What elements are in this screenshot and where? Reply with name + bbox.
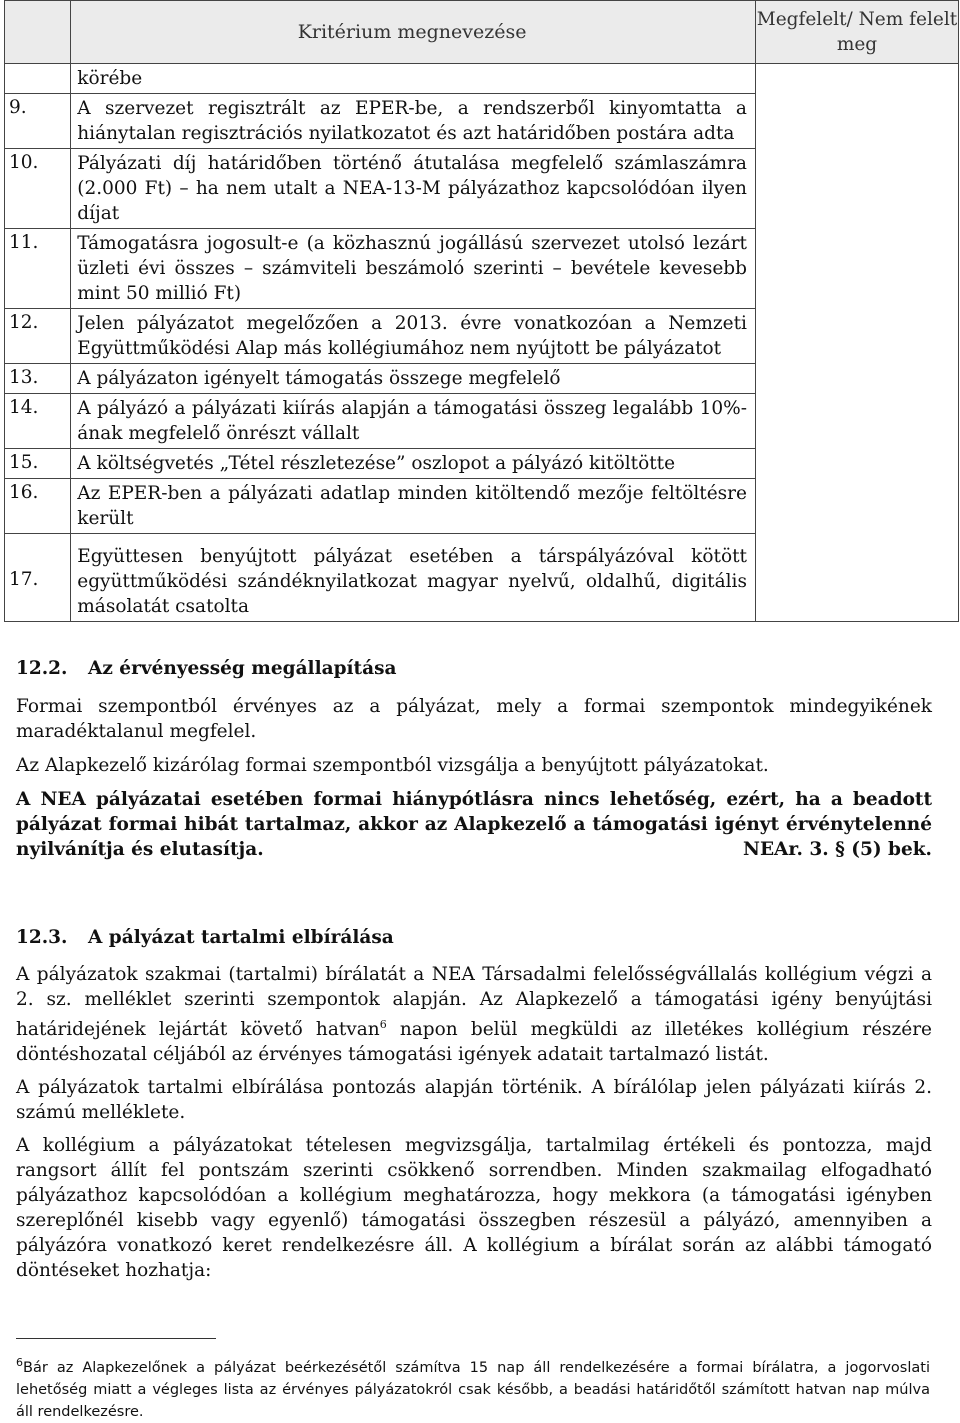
section-heading: [16, 925, 932, 950]
criterion-number: 16.: [5, 479, 71, 534]
criterion-number: 15.: [5, 449, 71, 479]
paragraph: A pályázatok szakmai (tartalmi) bírálatát a NEA Társadalmi felelősségvállalás kollégium végzi a 2. sz. melléklet szerinti szempontok alapján. Az Alapkezelő a támogatási igény benyújtási határidejének lejártát követő hatvan$^6$ napon belül megküldi az illetékes kollégium részére döntéshozatal céljából az érvényes támogatási igények adatait tartalmazó listát.: [16, 964, 932, 1066]
criterion-text: Pályázati díj határidőben történő átutalása megfelelő számlaszámra (2.000 Ft) – ha nem utalt a NEA-13-M pályázathoz kapcsolódóan ilyen díjat: [71, 149, 756, 229]
bold-notice: A NEA pályázatai esetében formai hiánypótlásra nincs lehetőség, ezért, ha a beadott pályázat formai hibát tartalmaz, akkor az Alapkezelő a támogatási igényt érvénytelenné nyilvánítja és elutasítja.: [16, 789, 932, 860]
footnote-marker: 6: [16, 1356, 23, 1369]
criterion-number: 13.: [5, 364, 71, 394]
section-number: 12.3.: [16, 927, 68, 948]
paragraph: A pályázatok tartalmi elbírálása pontozás alapján történik. A bírálólap jelen pályázati kiírás 2. számú melléklete.: [16, 1077, 932, 1124]
criteria-table: [4, 0, 959, 622]
paragraph: Az Alapkezelő kizárólag formai szempontból vizsgálja a benyújtott pályázatokat.: [16, 755, 769, 776]
criterion-number: 12.: [5, 309, 71, 364]
criterion-continuation: körébe: [71, 64, 756, 94]
footnote-text: Bár az Alapkezelőnek a pályázat beérkezésétől számítva 15 nap áll rendelkezésére a formai bírálatra, a jogorvoslati lehetőség miatt a végleges lista az érvényes pályázatokról csak később, a beadási határidőtől számított hatvan nap múlva áll rendelkezésre.: [16, 1359, 930, 1420]
section-number: 12.2.: [16, 658, 68, 679]
header-result: Megfelelt/ Nem felelt meg: [755, 1, 958, 64]
paragraph-bold: [16, 787, 932, 862]
criterion-text: Támogatásra jogosult-e (a közhasznú jogállású szervezet utolsó lezárt üzleti évi összes – számviteli beszámoló szerinti – bevétele kevesebb mint 50 millió Ft): [71, 229, 756, 309]
criterion-text: A szervezet regisztrált az EPER-be, a rendszerből kinyomtatta a hiánytalan regisztrációs nyilatkozatot és azt határidőben postára adta: [71, 94, 756, 149]
result-column: [755, 64, 958, 622]
header-number-cell: [5, 1, 71, 64]
criterion-text: Jelen pályázatot megelőzően a 2013. évre vonatkozóan a Nemzeti Együttműködési Alap más kollégiumához nem nyújtott be pályázatot: [71, 309, 756, 364]
criterion-text: Az EPER-ben a pályázati adatlap minden kitöltendő mezője feltöltésre került: [71, 479, 756, 534]
legal-reference: NEAr. 3. § (5) bek.: [743, 839, 932, 860]
table-header-row: [5, 1, 959, 64]
footnote-ref: 6: [379, 1018, 387, 1031]
criterion-text: A költségvetés „Tétel részletezése” oszlopot a pályázó kitöltötte: [71, 449, 756, 479]
section-title: Az érvényesség megállapítása: [88, 658, 397, 679]
table-row: [5, 64, 959, 94]
footnote-separator: [16, 1338, 216, 1339]
criterion-text: A pályázó a pályázati kiírás alapján a támogatási összeg legalább 10%-ának megfelelő önrészt vállalt: [71, 394, 756, 449]
criterion-number: 17.: [5, 534, 71, 622]
section-heading: [16, 656, 932, 681]
section-12-3: [16, 925, 932, 1283]
header-criterion-name: Kritérium megnevezése: [71, 1, 756, 64]
section-12-2: [16, 656, 932, 862]
criterion-number: 9.: [5, 94, 71, 149]
criterion-text: A pályázaton igényelt támogatás összege megfelelő: [71, 364, 756, 394]
section-title: A pályázat tartalmi elbírálása: [88, 927, 394, 948]
footnote: [16, 1352, 930, 1423]
paragraph: A kollégium a pályázatokat tételesen megvizsgálja, tartalmilag értékeli és pontozza, majd rangsort állít fel pontszám szerinti csökkenő sorrendben. Minden szakmailag elfogadható pályázathoz kapcsolódóan a kollégium meghatározza, hogy mekkora (a támogatási igényben szereplőnél kisebb vagy egyenlő) támogatási összegben részesül a pályázó, amennyiben a pályázóra vonatkozó keret rendelkezésre áll. A kollégium a bírálat során az alábbi támogató döntéseket hozhatja:: [16, 1135, 932, 1282]
criterion-number: 10.: [5, 149, 71, 229]
criterion-text: Együttesen benyújtott pályázat esetében a társpályázóval kötött együttműködési szándéknyilatkozat magyar nyelvű, oldalhű, digitális másolatát csatolta: [71, 534, 756, 622]
criterion-number: 14.: [5, 394, 71, 449]
criterion-number: 11.: [5, 229, 71, 309]
paragraph: Formai szempontból érvényes az a pályázat, mely a formai szempontok mindegyikének maradéktalanul megfelel.: [16, 696, 932, 742]
